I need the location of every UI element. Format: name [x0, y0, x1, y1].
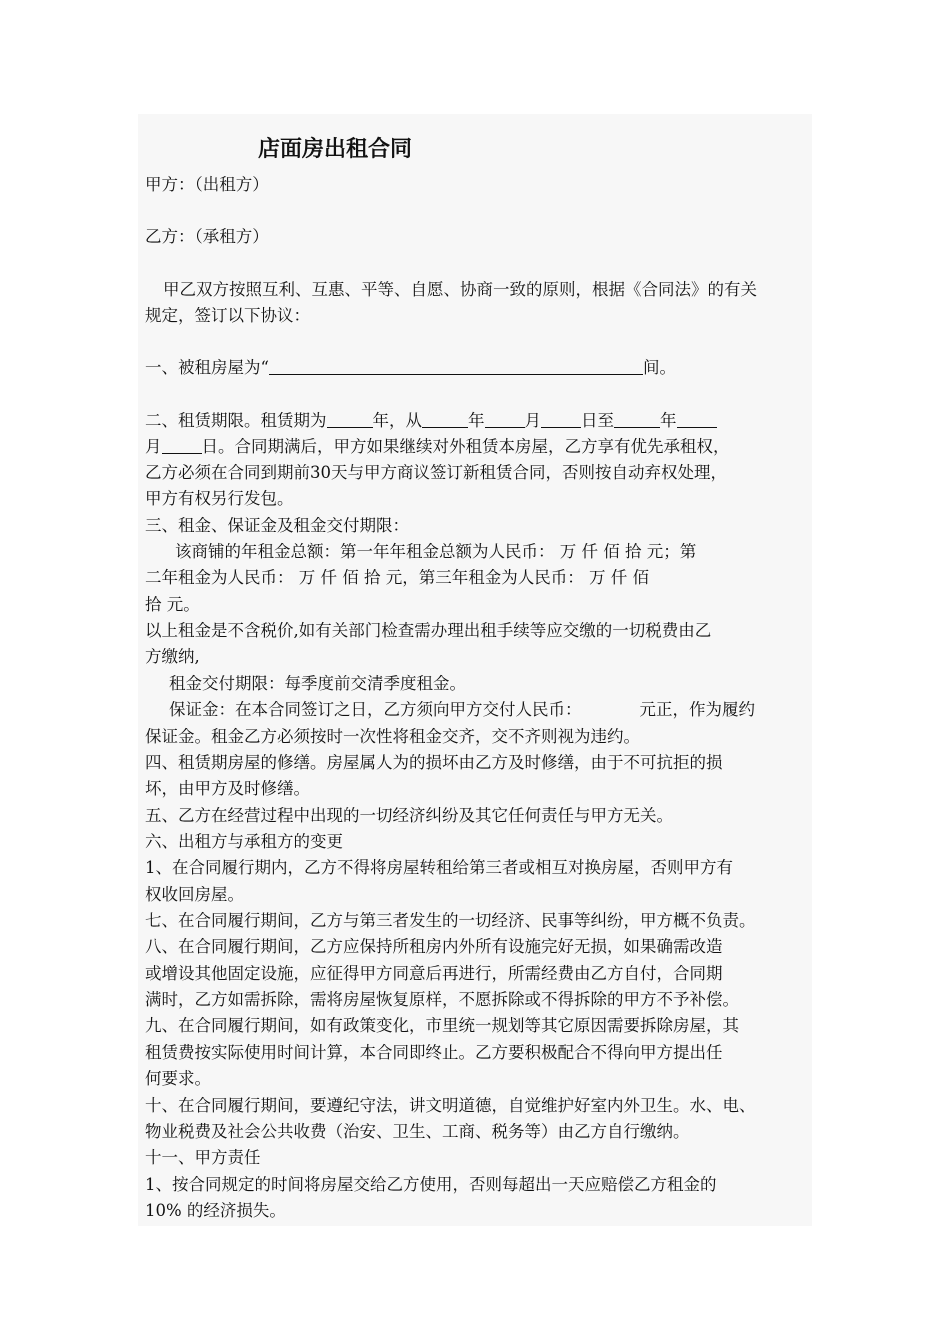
- clause-5-line: 五、乙方在经营过程中出现的一切经济纠纷及其它任何责任与甲方无关。: [145, 806, 673, 825]
- clause-1-suffix: 间。: [642, 358, 676, 377]
- clause-3-line-7: 保证金：在本合同签订之日，乙方须向甲方交付人民币： 元正，作为履约: [169, 700, 755, 719]
- clause-3-line-6: 租金交付期限：每季度前交清季度租金。: [169, 674, 466, 693]
- clause-8-line-3: 满时，乙方如需拆除，需将房屋恢复原样，不愿拆除或不得拆除的甲方不予补偿。: [145, 990, 739, 1009]
- clause-9-line-2: 租赁费按实际使用时间计算，本合同即终止。乙方要积极配合不得向甲方提出任: [145, 1043, 723, 1062]
- clause-9-line-1: 九、在合同履行期间，如有政策变化，市里统一规划等其它原因需要拆除房屋，其: [145, 1016, 739, 1035]
- preamble-line-1: 甲乙双方按照互利、互惠、平等、自愿、协商一致的原则，根据《合同法》的有关: [163, 280, 757, 299]
- clause-10-line-1: 十、在合同履行期间，要遵纪守法，讲文明道德，自觉维护好室内外卫生。水、电、: [145, 1096, 756, 1115]
- clause-9-line-3: 何要求。: [145, 1069, 211, 1088]
- clause-8-line-1: 八、在合同履行期间，乙方应保持所租房内外所有设施完好无损，如果确需改造: [145, 937, 723, 956]
- clause-11-heading: 十一、甲方责任: [145, 1148, 261, 1167]
- start-year-blank[interactable]: [422, 411, 468, 428]
- clause-6-heading: 六、出租方与承租方的变更: [145, 832, 343, 851]
- clause-3-line-5: 方缴纳,: [145, 647, 200, 666]
- end-month-blank[interactable]: [677, 411, 717, 428]
- clause-7-line: 七、在合同履行期间，乙方与第三者发生的一切经济、民事等纠纷，甲方概不负责。: [145, 911, 756, 930]
- clause-3-line-4: 以上租金是不含税价,如有关部门检查需办理出租手续等应交缴的一切税费由乙: [145, 621, 712, 640]
- clause-3-line-2: 二年租金为人民币： 万 仟 佰 拾 元，第三年租金为人民币： 万 仟 佰: [145, 568, 649, 587]
- document-title: 店面房出租合同: [258, 137, 413, 162]
- clause-3-line-8: 保证金。租金乙方必须按时一次性将租金交齐，交不齐则视为违约。: [145, 727, 640, 746]
- clause-11-line-1: 1、按合同规定的时间将房屋交给乙方使用，否则每超出一天应赔偿乙方租金的: [145, 1175, 717, 1194]
- end-day-blank[interactable]: [162, 437, 202, 454]
- clause-4-line-2: 坏，由甲方及时修缮。: [145, 779, 310, 798]
- clause-11-line-2: 10% 的经济损失。: [145, 1201, 286, 1220]
- start-day-blank[interactable]: [541, 411, 581, 428]
- party-b-line: 乙方：（承租方）: [145, 227, 269, 246]
- clause-3-heading: 三、租金、保证金及租金交付期限：: [145, 516, 409, 535]
- clause-10-line-2: 物业税费及社会公共收费（治安、卫生、工商、税务等）由乙方自行缴纳。: [145, 1122, 690, 1141]
- clause-4-line-1: 四、租赁期房屋的修缮。房屋属人为的损坏由乙方及时修缮，由于不可抗拒的损: [145, 753, 723, 772]
- start-month-blank[interactable]: [485, 411, 525, 428]
- clause-6-line-1: 1、在合同履行期内，乙方不得将房屋转租给第三者或相互对换房屋，否则甲方有: [145, 858, 733, 877]
- clause-2-line-4: 甲方有权另行发包。: [145, 489, 294, 508]
- term-years-blank[interactable]: [327, 411, 373, 428]
- end-year-blank[interactable]: [614, 411, 660, 428]
- clause-1-text: 一、被租房屋为“: [145, 358, 269, 377]
- clause-3-line-1: 该商铺的年租金总额：第一年年租金总额为人民币： 万 仟 佰 拾 元；第: [175, 542, 697, 561]
- clause-8-line-2: 或增设其他固定设施，应征得甲方同意后再进行，所需经费由乙方自付，合同期: [145, 964, 723, 983]
- clause-2-line-3: 乙方必须在合同到期前30天与甲方商议签订新租赁合同，否则按自动弃权处理，: [145, 463, 727, 482]
- clause-6-line-2: 权收回房屋。: [145, 885, 244, 904]
- clause-2-line-1: 二、租赁期限。租赁期为 年，从 年 月 日至 年: [145, 411, 717, 431]
- clause-1-line: [145, 358, 676, 378]
- party-a-line: 甲方：（出租方）: [145, 175, 269, 194]
- clause-2-line-2: 月 日。合同期满后，甲方如果继续对外租赁本房屋，乙方享有优先承租权，: [145, 437, 730, 456]
- preamble-line-2: 规定，签订以下协议：: [145, 306, 310, 325]
- clause-3-line-3: 拾 元。: [145, 595, 200, 614]
- premises-blank[interactable]: [269, 358, 643, 375]
